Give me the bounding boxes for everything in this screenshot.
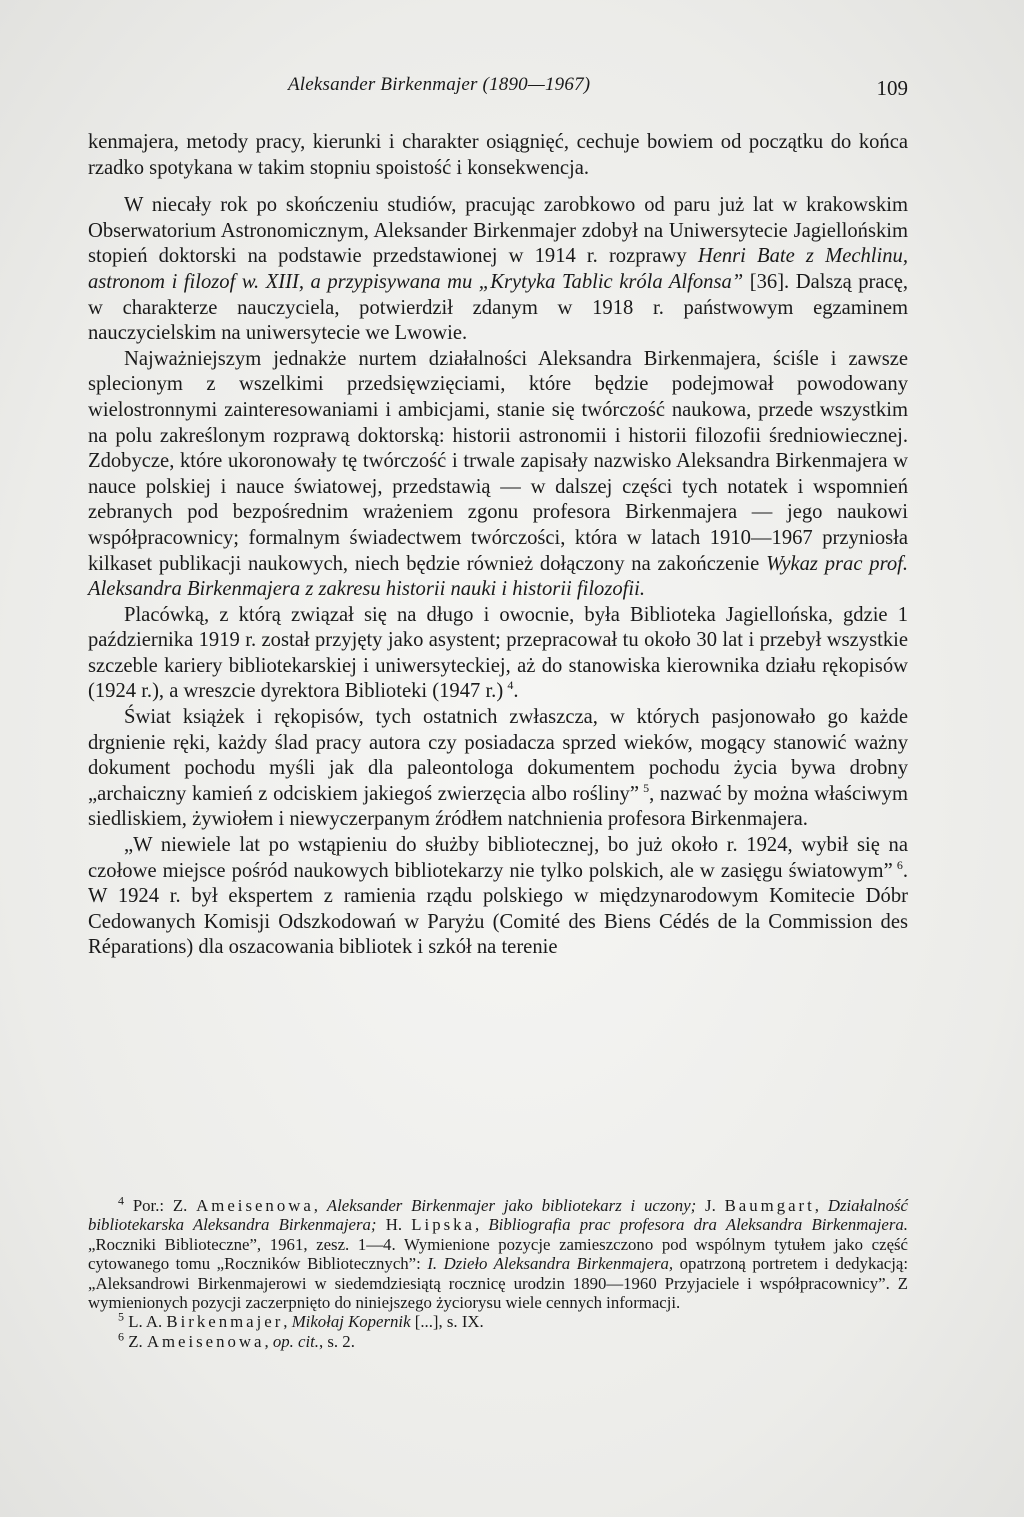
- footnote-6-text: ,: [264, 1331, 273, 1351]
- footnote-4-text: H.: [376, 1215, 412, 1235]
- page-number: 109: [876, 76, 908, 100]
- footnote-6-text: , s. 2.: [319, 1331, 355, 1351]
- paragraph-5-text-a: Świat książek i rękopisów, tych ostatnich zwłaszcza, w których pasjonowało go każde drgnienie ręki, każdy ślad pracy autora czy posiadacza sprzed wieków, mogący stanowić ważny dokument pochodu myśli jak dla paleontologa dokumentem pochodu życia bywa drobny „archaiczny kamień z odciskiem jakiegoś zwierzęcia albo rośliny”: [88, 706, 908, 805]
- footnote-4-text: opatrzoną portretem i dedykacją: „Aleksandrowi Birkenmajerowi w siedemdziesiątą rocznicę urodzin 1890—1960 Przyjaciele i współpracownicy”. Z wymienionych pozycji zaczerpnięto do niniejszego życiorysu wiele cennych informacji.: [88, 1254, 909, 1313]
- footnote-5-text: L. A.: [124, 1312, 167, 1332]
- footnote-4-text: Por.: Z.: [124, 1196, 197, 1215]
- dissertation-title: Henri Bate z Mechlinu, astronom i filozof w. XIII, a przypisywana mu „Krytyka Tablic króla Alfonsa”: [88, 245, 908, 293]
- footnote-ref-5[interactable]: 5: [643, 780, 650, 795]
- author-name: Baumgart: [724, 1196, 815, 1215]
- paragraph-3-text-a: Najważniejszym jednakże nurtem działalności Aleksandra Birkenmajera, ściśle i zawsze splecionym z wszelkimi przedsięwzięciami, które będzie podejmował powodowany wielostronnymi zainteresowaniami i ambicjami, stanie się twórczość naukowa, przede wszystkim na polu zakreślonym rozprawą doktorską: historii astronomii i historii filozofii średniowiecznej. Zdobycze, które ukoronowały tę twórczość i trwale zapisały nazwisko Aleksandra Birkenmajera w nauce polskiej i nauce światowej, przedstawią — w dalszej części tych notatek i wspomnień zebranych pod bezpośrednim wrażeniem zgonu profesora Birkenmajera — jego naukowi współpracownicy; formalnym świadectwem twórczości, która w latach 1910—1967 przyniosła kilkaset publikacji naukowych, niech będzie również dołączony na zakończenie: [88, 347, 908, 575]
- running-title: Aleksander Birkenmajer (1890—1967): [288, 74, 591, 95]
- footnote-6-text: Z.: [124, 1331, 147, 1351]
- footnote-6: [88, 1329, 908, 1351]
- footnote-5-text: [...], s. IX.: [410, 1312, 484, 1332]
- author-name: Ameisenowa: [146, 1331, 265, 1351]
- paragraph-6: [88, 833, 908, 961]
- work-title: Bibliografia prac profesora dra Aleksandra Birkenmajera.: [488, 1215, 908, 1235]
- paragraph-5-text-b: , nazwać by można właściwym siedliskiem, żywiołem i niewyczerpanym źródłem natchnienia profesora Birkenmajera.: [88, 782, 908, 831]
- paragraph-5: [88, 705, 908, 833]
- paragraph-4-text-a: Placówką, z którą związał się na długo i owocnie, była Biblioteka Jagiellońska, gdzie 1 października 1919 r. został przyjęty jako asystent; przepracował tu około 30 lat i przebył wszystkie szczeble kariery bibliotekarskiej i uniwersyteckiej, aż do stanowiska kierownika działu rękopisów (1924 r.), a wreszcie dyrektora Biblioteki (1947 r.): [88, 603, 908, 703]
- running-head: [88, 74, 908, 104]
- footnote-4-text: ,: [313, 1196, 327, 1215]
- paragraph-2-text-c: [36]. Dalszą pracę, w charakterze nauczyciela, potwierdził zdanym w 1918 r. państwowym egzaminem nauczycielskim na uniwersytecie we Lwowie.: [88, 270, 908, 345]
- footnote-ref-4[interactable]: 4: [507, 678, 514, 693]
- footnote-6-mark: 6: [118, 1329, 124, 1344]
- paragraph-3: [88, 347, 908, 603]
- footnote-4-text: J.: [696, 1196, 725, 1215]
- footnote-ref-6[interactable]: 6: [896, 857, 903, 872]
- paragraph-4-text-b: .: [513, 680, 519, 703]
- work-title: Działalność bibliotekarska Aleksandra Birkenmajera;: [88, 1196, 909, 1235]
- author-name: Birkenmajer: [166, 1312, 284, 1332]
- body-text: [88, 130, 908, 961]
- work-title: Aleksander Birkenmajer jako bibliotekarz i uczony;: [326, 1196, 697, 1215]
- footnote-4-text: ,: [814, 1196, 828, 1215]
- footnote-4-mark: 4: [118, 1193, 124, 1208]
- work-title: Mikołaj Kopernik: [291, 1312, 411, 1332]
- paragraph-2-text-a: W niecały rok po skończeniu studiów, pracując zarobkowo od paru już lat w krakowskim Obserwatorium Astronomicznym, Aleksander Birkenmajer zdobył na Uniwersytecie Jagiellońskim stopień doktorski na podstawie przedstawionej w 1914 r. rozprawy: [88, 194, 908, 268]
- author-name: Ameisenowa: [196, 1196, 314, 1215]
- paragraph-1: [88, 130, 908, 181]
- work-title: op. cit.: [272, 1331, 319, 1351]
- footnote-5: [88, 1309, 908, 1332]
- footnotes: [88, 1193, 909, 1351]
- footnote-4-text: „Roczniki Biblioteczne”, 1961, zesz. 1—4. Wymienione pozycje zamieszczono pod wspólnym tytułem jako część cytowanego tomu „Roczników Bibliotecznych”:: [88, 1234, 908, 1274]
- paragraph-1-text: kenmajera, metody pracy, kierunki i charakter osiągnięć, cechuje bowiem od początku do końca rzadko spotykana w takim stopniu spoistość i konsekwencja.: [88, 131, 908, 179]
- work-title: I. Dzieło Aleksandra Birkenmajera,: [427, 1254, 674, 1274]
- bibliography-title: Wykaz prac prof. Aleksandra Birkenmajera z zakresu historii nauki i historii filozofii.: [88, 552, 908, 601]
- footnote-5-text: ,: [283, 1312, 292, 1332]
- footnote-4-text: ,: [474, 1215, 489, 1235]
- paragraph-4: [88, 603, 908, 705]
- author-name: Lipska: [411, 1215, 475, 1235]
- paragraph-2: [88, 193, 908, 347]
- paragraph-6-text-b: . W 1924 r. był ekspertem z ramienia rządu polskiego w międzynarodowym Komitecie Dóbr Cedowanych Komisji Odszkodowań w Paryżu (Comité des Biens Cédés de la Commission des Réparations) dla oszacowania bibliotek i szkół na terenie: [88, 859, 908, 959]
- footnote-5-mark: 5: [118, 1309, 124, 1324]
- footnote-4: [88, 1193, 909, 1313]
- paragraph-6-text-a: „W niewiele lat po wstąpieniu do służby bibliotecznej, bo już około r. 1924, wybił się na czołowe miejsce pośród naukowych bibliotekarzy nie tylko polskich, ale w zasięgu światowym”: [88, 834, 908, 882]
